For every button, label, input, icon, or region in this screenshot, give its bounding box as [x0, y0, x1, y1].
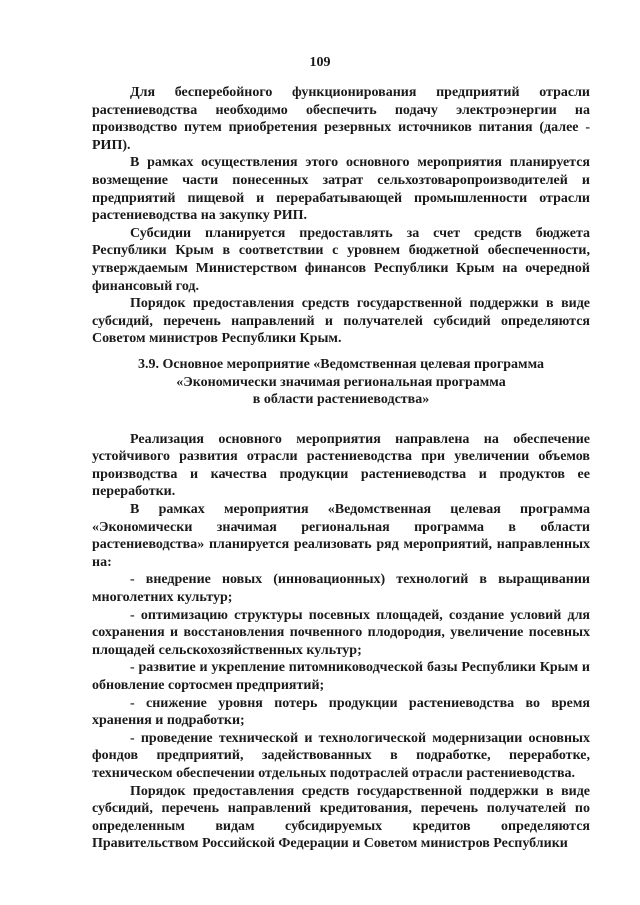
list-item: - развитие и укрепление питомниководческой базы Республики Крым и обновление сортосмен предприятий; — [92, 660, 590, 693]
section-heading-line: в области растениеводства» — [252, 392, 430, 408]
list-item: - проведение технической и технологической модернизации основных фондов предприятий, задействованных в подработке, переработке, техническом обеспечении отдельных подотраслей отрасли растениеводства. — [92, 730, 590, 781]
paragraph: Порядок предоставления средств государственной поддержки в виде субсидий, перечень направлений кредитования, перечень получателей по определенным видам субсидируемых кредитов определяются Правительством Российской Федерации и Советом министров Республики — [92, 783, 590, 852]
section-heading-line: «Экономически значимая региональная программа — [176, 374, 506, 390]
list-item: - оптимизацию структуры посевных площадей, создание условий для сохранения и восстановления почвенного плодородия, увеличение посевных площадей сельскохозяйственных культур; — [92, 607, 590, 658]
section-heading — [92, 356, 590, 409]
list-item: - внедрение новых (инновационных) технологий в выращивании многолетних культур; — [92, 572, 590, 606]
paragraph: Субсидии планируется предоставлять за счет средств бюджета Республики Крым в соответствии с уровнем бюджетной обеспеченности, утверждаемым Министерством финансов Республики Крым на очередной финансовый год. — [92, 225, 590, 294]
paragraph: В рамках мероприятия «Ведомственная целевая программа «Экономически значимая региональная программа в области растениеводства» планируется реализовать ряд мероприятий, направленных на: — [92, 502, 590, 570]
paragraph: В рамках осуществления этого основного мероприятия планируется возмещение части понесенных затрат сельхозтоваропроизводителей и предприятий пищевой и перерабатывающей промышленности отрасли растениеводства на закупку РИП. — [92, 155, 590, 224]
section-heading-line: 3.9. Основное мероприятие «Ведомственная целевая программа — [137, 356, 545, 372]
paragraph: Для бесперебойного функционирования предприятий отрасли растениеводства необходимо обеспечить подачу электроэнергии на производство путем приобретения резервных источников питания (далее - РИП). — [92, 85, 590, 153]
document-body — [92, 84, 590, 853]
list-item: - снижение уровня потерь продукции растениеводства во время хранения и подработки; — [92, 695, 590, 729]
paragraph: Реализация основного мероприятия направлена на обеспечение устойчивого развития отрасли растениеводства при увеличении объемов производства и качества продукции растениеводства и продуктов ее переработки. — [92, 431, 590, 500]
page-number: 109 — [309, 55, 331, 70]
paragraph: Порядок предоставления средств государственной поддержки в виде субсидий, перечень направлений и получателей субсидий определяются Советом министров Республики Крым. — [92, 296, 590, 347]
